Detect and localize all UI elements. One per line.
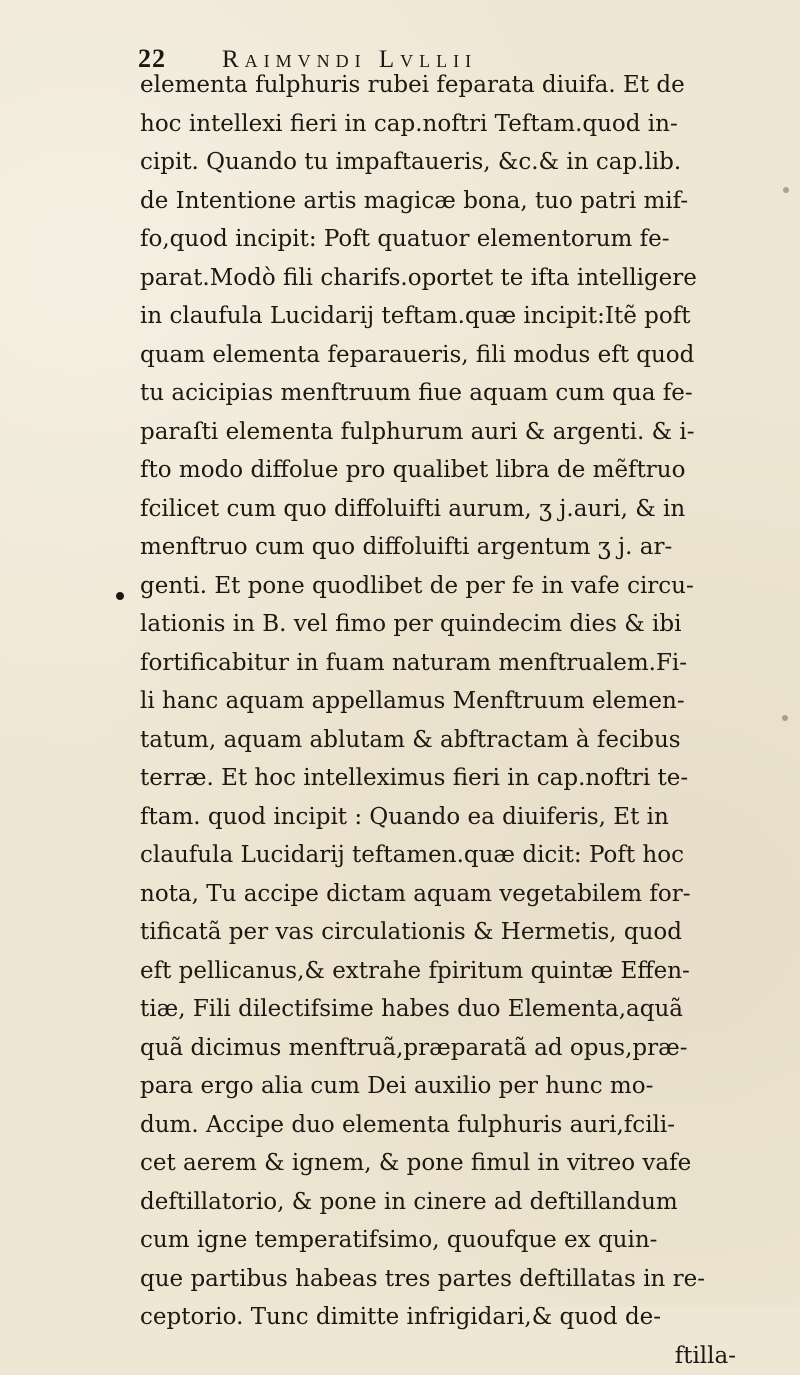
- text-line: eft pellicanus,& extrahe fpiritum quintæ Effen-: [140, 952, 788, 991]
- page-number: 22: [138, 44, 166, 74]
- text-line: ftam. quod incipit : Quando ea diuiferis, Et in: [140, 798, 788, 837]
- text-line: fto modo diffolue pro qualibet libra de mẽftruo: [140, 451, 788, 490]
- text-line: tificatã per vas circulationis & Hermetis, quod: [140, 913, 788, 952]
- text-line: terræ. Et hoc intelleximus fieri in cap.noftri te-: [140, 759, 788, 798]
- text-line: que partibus habeas tres partes deftillatas in re-: [140, 1260, 788, 1299]
- text-line: fortificabitur in fuam naturam menftrualem.Fi-: [140, 644, 788, 683]
- catchword: ftilla-: [140, 1337, 788, 1375]
- text-line: cipit. Quando tu impaftaueris, &c.& in cap.lib.: [140, 143, 788, 182]
- text-line: fcilicet cum quo diffoluifti aurum, ʒ j.auri, & in: [140, 490, 788, 529]
- text-line: nota, Tu accipe dictam aquam vegetabilem for-: [140, 875, 788, 914]
- text-line: li hanc aquam appellamus Menftruum elemen-: [140, 682, 788, 721]
- text-line: lationis in B. vel fimo per quindecim dies & ibi: [140, 605, 788, 644]
- text-line: menftruo cum quo diffoluifti argentum ʒ j. ar-: [140, 528, 788, 567]
- text-line: fo,quod incipit: Poft quatuor elementorum fe-: [140, 220, 788, 259]
- text-line: para ergo alia cum Dei auxilio per hunc mo-: [140, 1067, 788, 1106]
- text-line: dum. Accipe duo elementa fulphuris auri,fcili-: [140, 1106, 788, 1145]
- text-line: claufula Lucidarij teftamen.quæ dicit: Poft hoc: [140, 836, 788, 875]
- body-text: [140, 66, 788, 1375]
- text-line: quã dicimus menftruã,præparatã ad opus,præ-: [140, 1029, 788, 1068]
- text-line: parat.Modò fili charifs.oportet te ifta intelligere: [140, 259, 788, 298]
- text-line: cum igne temperatifsimo, quoufque ex quin-: [140, 1221, 788, 1260]
- header-title: Raimvndi Lvllii: [222, 46, 477, 74]
- text-line: paraſti elementa fulphurum auri & argenti. & i-: [140, 413, 788, 452]
- text-line: cet aerem & ignem, & pone fimul in vitreo vafe: [140, 1144, 788, 1183]
- text-line: de Intentione artis magicæ bona, tuo patri mif-: [140, 182, 788, 221]
- text-line: tatum, aquam ablutam & abftractam à fecibus: [140, 721, 788, 760]
- text-line: deftillatorio, & pone in cinere ad deftillandum: [140, 1183, 788, 1222]
- text-line: hoc intellexi fieri in cap.noftri Teftam.quod in-: [140, 105, 788, 144]
- text-line: quam elementa feparaueris, fili modus eft quod: [140, 336, 788, 375]
- text-line: genti. Et pone quodlibet de per fe in vafe circu-: [140, 567, 788, 606]
- text-line: tiæ, Fili dilectifsime habes duo Elementa,aquã: [140, 990, 788, 1029]
- text-line: in claufula Lucidarij teftam.quæ incipit:Itẽ poft: [140, 297, 788, 336]
- margin-bullet: [116, 592, 124, 600]
- text-line: tu acicipias menftruum fiue aquam cum qua fe-: [140, 374, 788, 413]
- text-line: ceptorio. Tunc dimitte infrigidari,& quod de-: [140, 1298, 788, 1337]
- text-line: elementa fulphuris rubei feparata diuifa. Et de: [140, 66, 788, 105]
